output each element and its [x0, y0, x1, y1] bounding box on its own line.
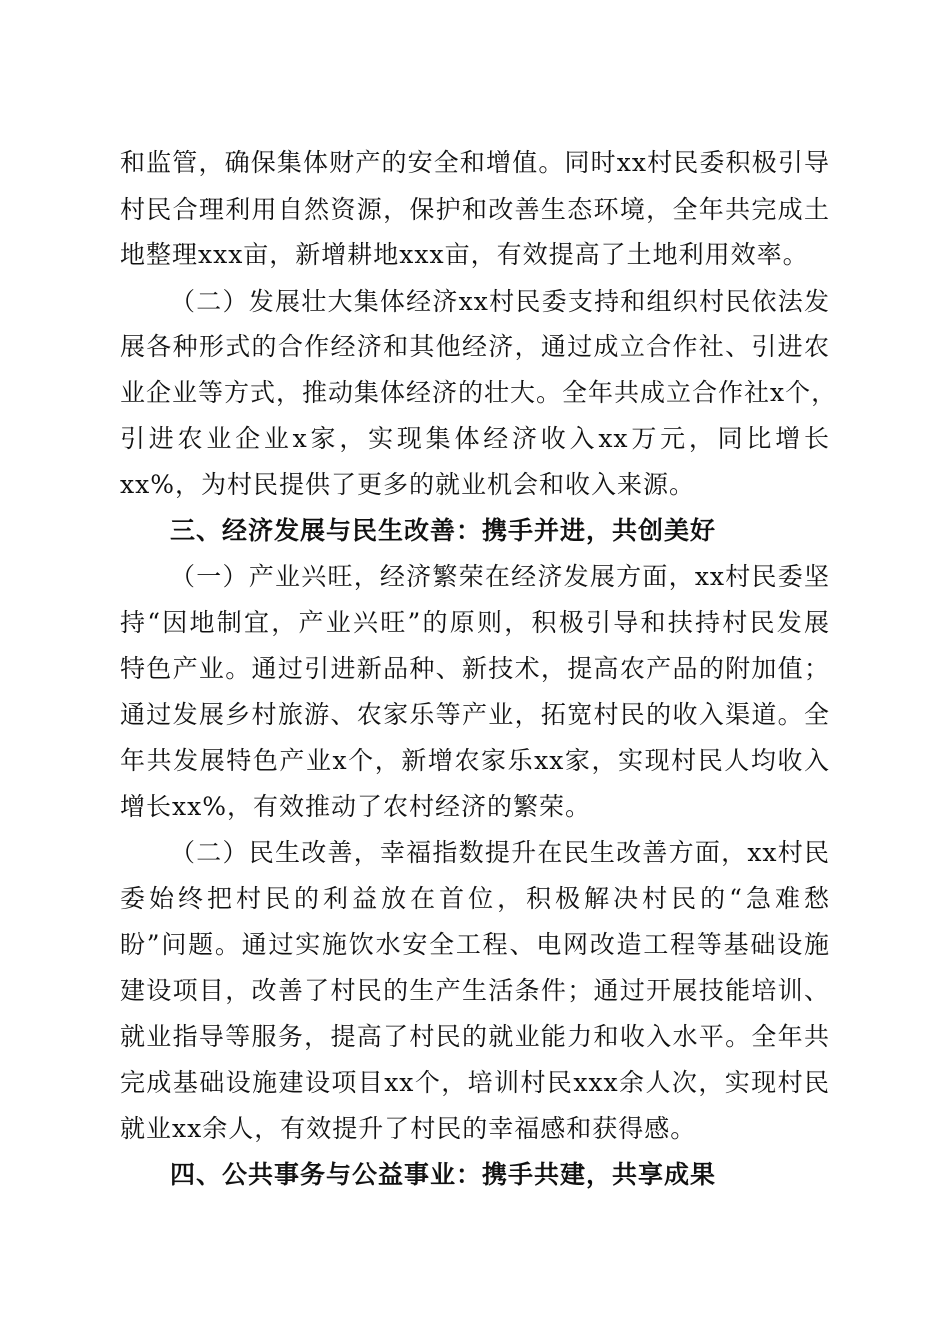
text-line: 年共发展特色产业x个，新增农家乐xx家，实现村民人均收入 — [120, 746, 830, 775]
text-line: 和监管，确保集体财产的安全和增值。同时xx村民委积极引导 — [120, 148, 830, 177]
paragraph-start: （二）发展壮大集体经济xx村民委支持和组织村民依法发 — [170, 287, 830, 316]
text-line: 增长xx%，有效推动了农村经济的繁荣。 — [120, 792, 591, 821]
text-line: 就业xx余人，有效提升了村民的幸福感和获得感。 — [120, 1114, 697, 1143]
paragraph-start: （一）产业兴旺，经济繁荣在经济发展方面，xx村民委坚 — [170, 562, 830, 591]
paragraph-start: （二）民生改善，幸福指数提升在民生改善方面，xx村民 — [170, 838, 830, 867]
text-line: 业企业等方式，推动集体经济的壮大。全年共成立合作社x个， — [120, 378, 838, 407]
text-line: xx%，为村民提供了更多的就业机会和收入来源。 — [120, 470, 695, 499]
text-line: 持“因地制宜，产业兴旺”的原则，积极引导和扶持村民发展 — [120, 608, 830, 637]
text-line: 通过发展乡村旅游、农家乐等产业，拓宽村民的收入渠道。全 — [120, 700, 830, 729]
text-line: 建设项目，改善了村民的生产生活条件；通过开展技能培训、 — [120, 976, 830, 1005]
section-heading: 四、公共事务与公益事业：携手共建，共享成果 — [170, 1160, 717, 1189]
text-line: 展各种形式的合作经济和其他经济，通过成立合作社、引进农 — [120, 332, 830, 361]
text-line: 委始终把村民的利益放在首位，积极解决村民的“急难愁 — [120, 884, 830, 913]
text-line: 就业指导等服务，提高了村民的就业能力和收入水平。全年共 — [120, 1022, 830, 1051]
text-line: 完成基础设施建设项目xx个，培训村民xxx余人次，实现村民 — [120, 1068, 830, 1097]
text-line: 地整理xxx亩，新增耕地xxx亩，有效提高了土地利用效率。 — [120, 240, 809, 269]
section-heading: 三、经济发展与民生改善：携手并进，共创美好 — [170, 516, 717, 545]
text-line: 村民合理利用自然资源，保护和改善生态环境，全年共完成土 — [120, 195, 830, 224]
text-line: 引进农业企业x家，实现集体经济收入xx万元，同比增长 — [120, 424, 830, 453]
text-line: 盼”问题。通过实施饮水安全工程、电网改造工程等基础设施 — [120, 930, 830, 959]
text-line: 特色产业。通过引进新品种、新技术，提高农产品的附加值； — [120, 654, 830, 683]
